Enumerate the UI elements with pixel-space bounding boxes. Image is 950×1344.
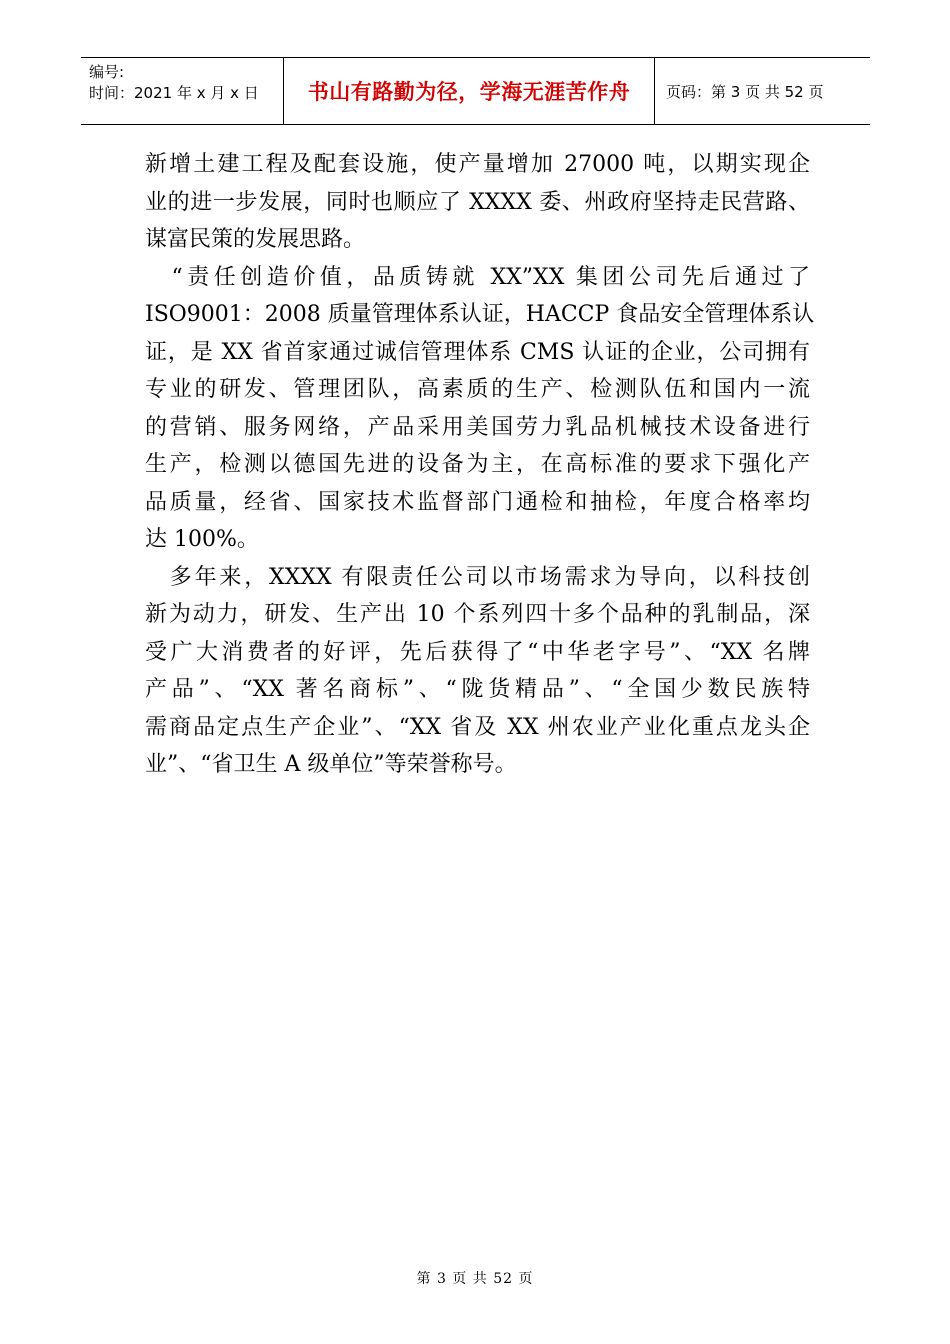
text-line: 的营销、服务网络，产品采用美国劳力乳品机械技术设备进行 [145,414,810,440]
paragraph [145,146,810,259]
header-motto: 书山有路勤为径，学海无涯苦作舟 [283,58,655,124]
text-line: 业”、“省卫生 A 级单位”等荣誉称号。 [145,752,517,777]
text-line: 多年来，XXXX 有限责任公司以市场需求为导向，以科技创 [145,564,810,590]
doc-number-label: 编号: [89,63,125,81]
text-line: 需商品定点生产企业”、“XX 省及 XX 州农业产业化重点龙头企 [145,714,810,740]
text-line: 新为动力，研发、生产出 10 个系列四十多个品种的乳制品，深 [145,602,810,627]
page-footer: 第 3 页 共 52 页 [416,1271,534,1287]
header-page-info: 页码：第 3 页 共 52 页 [666,82,824,101]
text-line: 专业的研发、管理团队，高素质的生产、检测队伍和国内一流 [145,377,810,402]
text-line: 证，是 XX 省首家通过诚信管理体系 CMS 认证的企业，公司拥有 [145,339,810,365]
text-line: 谋富民策的发展思路。 [145,227,366,252]
header-meta [81,58,283,124]
text-line: 生产，检测以德国先进的设备为主，在高标准的要求下强化产 [145,452,810,477]
document-body [145,146,815,784]
text-line: 新增土建工程及配套设施，使产量增加 27000 吨，以期实现企 [145,152,810,177]
text-line: “责任创造价值，品质铸就 XX”XX 集团公司先后通过了 [145,264,810,290]
text-line: 业的进一步发展，同时也顺应了 XXXX 委、州政府坚持走民营路、 [145,189,810,215]
text-line: 产品”、“XX 著名商标”、“陇货精品”、“全国少数民族特 [145,677,810,702]
text-line: ISO9001：2008 质量管理体系认证，HACCP 食品安全管理体系认 [145,302,815,327]
document-header [81,57,870,125]
paragraph [145,559,810,784]
date-label: 时间：2021 年 x 月 x 日 [89,84,259,102]
paragraph [145,259,815,559]
text-line: 品质量，经省、国家技术监督部门通检和抽检，年度合格率均 [145,489,810,515]
text-line: 受广大消费者的好评，先后获得了“中华老字号”、“XX 名牌 [145,639,810,665]
text-line: 达 100%。 [145,527,259,552]
